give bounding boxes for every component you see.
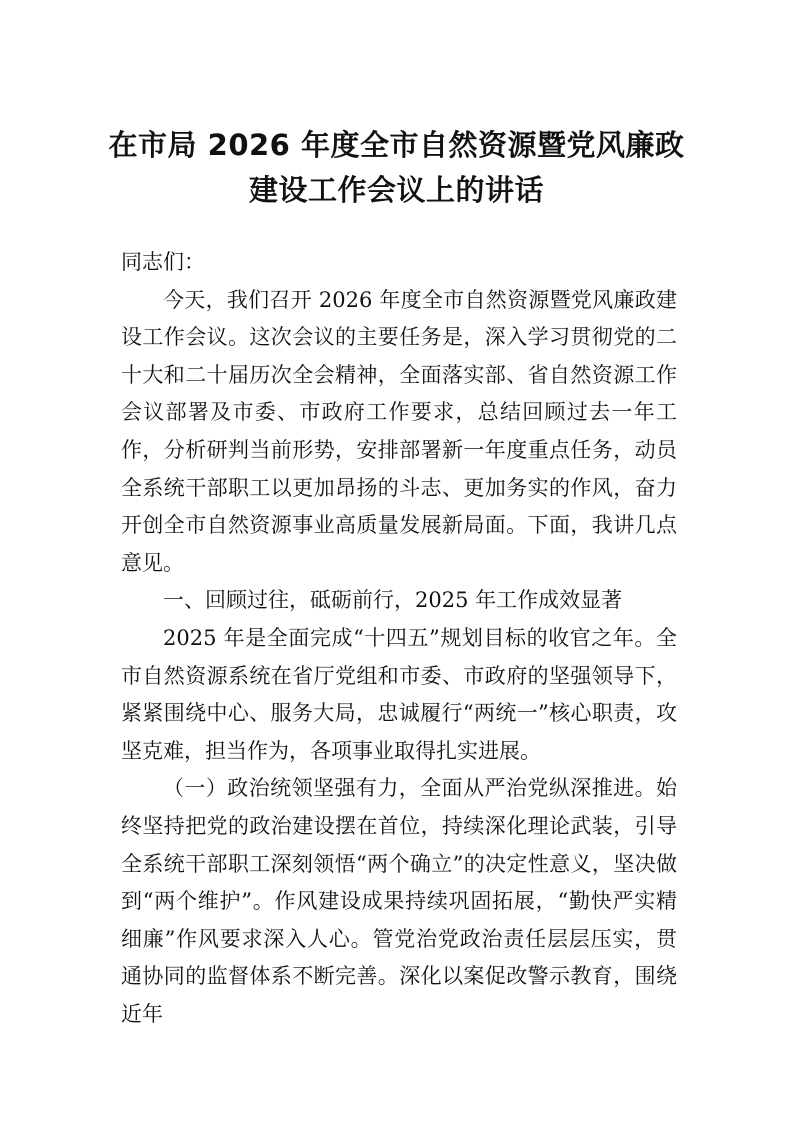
document-body [121, 244, 677, 1033]
section-heading-1: 一、回顾过往，砥砺前行，2025 年工作成效显著 [163, 588, 623, 613]
greeting: 同志们： [121, 250, 205, 274]
paragraph-subsection-1: （一）政治统领坚强有力，全面从严治党纵深推进。始终坚持把党的政治建设摆在首位，持续深化理论武装，引导全系统干部职工深刻领悟“两个确立”的决定性意义，坚决做到“两个维护”。作风建设成果持续巩固拓展，“勤快严实精细廉”作风要求深入人心。管党治党政治责任层层压实，贯通协同的监督体系不断完善。深化以案促改警示教育，围绕近年 [121, 776, 677, 1026]
document-title-line-2: 建设工作会议上的讲话 [248, 173, 544, 207]
document-title-line-1: 在市局 2026 年度全市自然资源暨党风廉政 [108, 128, 685, 162]
paragraph-intro: 今天，我们召开 2026 年度全市自然资源暨党风廉政建设工作会议。这次会议的主要任务是，深入学习贯彻党的二十大和二十届历次全会精神，全面落实部、省自然资源工作会议部署及市委、市政府工作要求，总结回顾过去一年工作，分析研判当前形势，安排部署新一年度重点任务，动员全系统干部职工以更加昂扬的斗志、更加务实的作风，奋力开创全市自然资源事业高质量发展新局面。下面，我讲几点意见。 [121, 287, 677, 575]
paragraph-review: 2025 年是全面完成“十四五”规划目标的收官之年。全市自然资源系统在省厅党组和市委、市政府的坚强领导下，紧紧围绕中心、服务大局，忠诚履行“两统一”核心职责，攻坚克难，担当作为，各项事业取得扎实进展。 [121, 625, 677, 763]
